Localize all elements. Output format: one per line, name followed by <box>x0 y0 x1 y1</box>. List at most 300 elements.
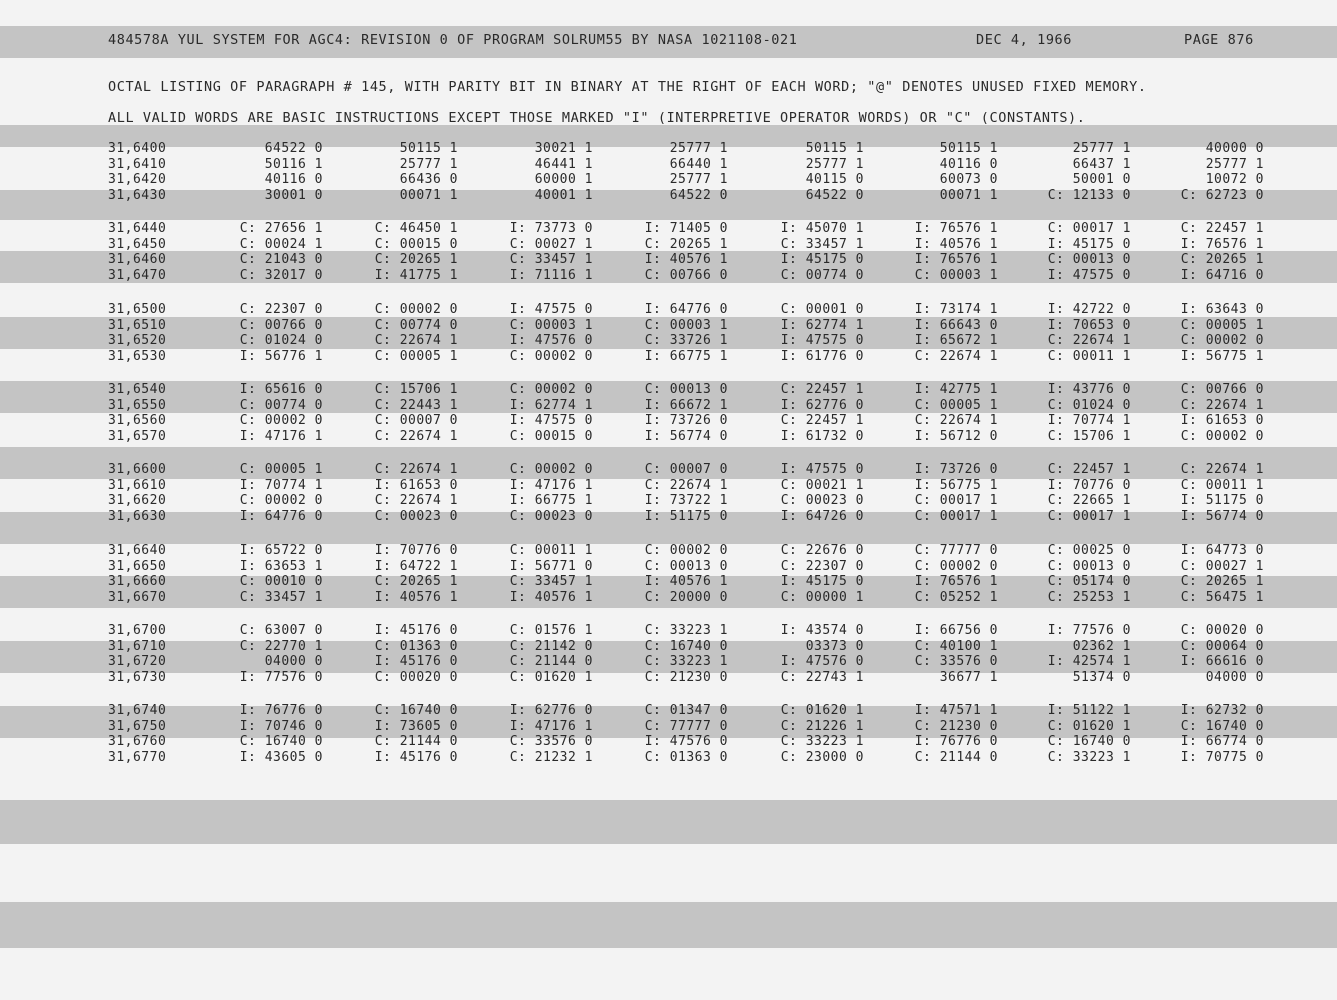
octal-word: C: 33576 0 <box>509 734 593 750</box>
octal-word: C: 46450 1 <box>374 221 458 236</box>
octal-word: C: 00011 1 <box>1180 477 1264 493</box>
listing-row <box>0 398 1337 414</box>
octal-word: I: 47576 0 <box>509 333 593 349</box>
octal-word: C: 15706 1 <box>1047 428 1131 444</box>
listing-row <box>0 719 1337 735</box>
octal-word: C: 00015 0 <box>509 428 593 444</box>
octal-word: I: 73722 1 <box>644 493 728 509</box>
listing-row <box>0 493 1337 509</box>
octal-word: 25777 1 <box>669 172 728 188</box>
octal-word: I: 64776 0 <box>239 508 323 524</box>
row-address: 31,6530 <box>108 348 167 364</box>
octal-word: C: 00002 0 <box>239 413 323 429</box>
octal-word: 03373 0 <box>805 638 864 654</box>
octal-word: C: 33223 1 <box>780 734 864 750</box>
octal-word: I: 45176 0 <box>374 654 458 670</box>
octal-word: 64522 0 <box>805 187 864 203</box>
octal-word: C: 33457 1 <box>509 574 593 590</box>
octal-word: I: 42775 1 <box>914 382 998 397</box>
listing-row <box>0 509 1337 525</box>
listing-row <box>0 429 1337 445</box>
octal-word: C: 00027 1 <box>1180 558 1264 574</box>
octal-word: C: 22674 1 <box>914 348 998 364</box>
listing-row <box>0 188 1337 204</box>
octal-word: I: 66672 1 <box>644 397 728 413</box>
row-address: 31,6600 <box>108 462 167 477</box>
octal-word: 66440 1 <box>669 156 728 172</box>
listing-row <box>0 639 1337 655</box>
octal-word: I: 56774 0 <box>1180 508 1264 524</box>
octal-word: C: 00766 0 <box>1180 382 1264 397</box>
octal-word: C: 00007 0 <box>644 462 728 477</box>
octal-word: 25777 1 <box>669 141 728 156</box>
row-address: 31,6450 <box>108 236 167 252</box>
octal-word: C: 22674 1 <box>1047 333 1131 349</box>
octal-word: C: 00017 1 <box>1047 221 1131 236</box>
octal-word: C: 22770 1 <box>239 638 323 654</box>
octal-word: I: 77576 0 <box>1047 623 1131 638</box>
octal-word: 25777 1 <box>805 156 864 172</box>
octal-word: I: 66616 0 <box>1180 654 1264 670</box>
octal-word: C: 00011 1 <box>1047 348 1131 364</box>
octal-word: I: 65722 0 <box>239 543 323 558</box>
octal-word: C: 00003 1 <box>914 267 998 283</box>
octal-word: C: 22457 1 <box>1047 462 1131 477</box>
octal-word: I: 47575 0 <box>1047 267 1131 283</box>
listing-row <box>0 478 1337 494</box>
listing-row <box>0 413 1337 429</box>
octal-word: I: 70774 1 <box>1047 413 1131 429</box>
octal-word: I: 43605 0 <box>239 749 323 765</box>
octal-word: C: 05174 0 <box>1047 574 1131 590</box>
octal-word: I: 76576 1 <box>914 574 998 590</box>
octal-word: 60000 1 <box>534 172 593 188</box>
octal-word: C: 00002 0 <box>1180 428 1264 444</box>
octal-word: C: 22674 1 <box>374 493 458 509</box>
octal-word: I: 61653 0 <box>1180 413 1264 429</box>
octal-word: 64522 0 <box>669 187 728 203</box>
octal-word: C: 00023 0 <box>780 493 864 509</box>
octal-word: I: 45176 0 <box>374 623 458 638</box>
octal-word: C: 00025 0 <box>1047 543 1131 558</box>
octal-word: I: 73174 1 <box>914 302 998 317</box>
octal-word: C: 01363 0 <box>644 749 728 765</box>
octal-word: 51374 0 <box>1072 669 1131 685</box>
listing-row <box>0 654 1337 670</box>
octal-word: C: 22674 1 <box>374 333 458 349</box>
row-address: 31,6750 <box>108 718 167 734</box>
octal-word: I: 66643 0 <box>914 317 998 333</box>
octal-word: I: 47576 0 <box>780 654 864 670</box>
octal-word: I: 64773 0 <box>1180 543 1264 558</box>
octal-word: C: 23000 0 <box>780 749 864 765</box>
octal-word: 10072 0 <box>1205 172 1264 188</box>
row-address: 31,6650 <box>108 558 167 574</box>
octal-word: 40116 0 <box>264 172 323 188</box>
octal-word: 00071 1 <box>399 187 458 203</box>
listing-row <box>0 268 1337 284</box>
octal-word: C: 00010 0 <box>239 574 323 590</box>
octal-word: I: 76576 1 <box>1180 236 1264 252</box>
octal-word: I: 40576 1 <box>509 589 593 605</box>
octal-word: I: 73773 0 <box>509 221 593 236</box>
octal-word: C: 00023 0 <box>509 508 593 524</box>
octal-word: 50115 1 <box>399 141 458 156</box>
octal-word: C: 00020 0 <box>1180 623 1264 638</box>
paper-band <box>0 902 1337 948</box>
row-address: 31,6440 <box>108 221 167 236</box>
octal-word: I: 62774 1 <box>780 317 864 333</box>
row-address: 31,6400 <box>108 141 167 156</box>
paper-band <box>0 800 1337 844</box>
octal-word: C: 00002 0 <box>644 543 728 558</box>
row-address: 31,6640 <box>108 543 167 558</box>
octal-word: I: 71116 1 <box>509 267 593 283</box>
octal-word: I: 65672 1 <box>914 333 998 349</box>
octal-word: C: 00002 0 <box>914 558 998 574</box>
row-address: 31,6660 <box>108 574 167 590</box>
octal-word: C: 22307 0 <box>780 558 864 574</box>
octal-word: C: 21230 0 <box>644 669 728 685</box>
octal-word: C: 00023 0 <box>374 508 458 524</box>
octal-word: C: 63007 0 <box>239 623 323 638</box>
octal-word: C: 20000 0 <box>644 589 728 605</box>
octal-word: I: 41775 1 <box>374 267 458 283</box>
octal-word: I: 45175 0 <box>780 252 864 268</box>
octal-word: C: 00002 0 <box>509 462 593 477</box>
octal-word: C: 21144 0 <box>914 749 998 765</box>
row-address: 31,6500 <box>108 302 167 317</box>
octal-word: I: 66756 0 <box>914 623 998 638</box>
row-address: 31,6730 <box>108 669 167 685</box>
octal-word: C: 00007 0 <box>374 413 458 429</box>
octal-word: 40000 0 <box>1205 141 1264 156</box>
octal-word: C: 33457 1 <box>239 589 323 605</box>
octal-word: I: 56774 0 <box>644 428 728 444</box>
listing-description-line-1: OCTAL LISTING OF PARAGRAPH # 145, WITH PARITY BIT IN BINARY AT THE RIGHT OF EACH WORD; "@" DENOTES UNUSED FIXED MEMORY. <box>108 79 1147 95</box>
octal-word: C: 00002 0 <box>509 348 593 364</box>
octal-word: C: 05252 1 <box>914 589 998 605</box>
octal-word: I: 40576 1 <box>644 574 728 590</box>
octal-word: I: 43776 0 <box>1047 382 1131 397</box>
listing-date: DEC 4, 1966 <box>976 32 1073 48</box>
row-address: 31,6520 <box>108 333 167 349</box>
octal-word: I: 45176 0 <box>374 749 458 765</box>
octal-word: C: 01576 1 <box>509 623 593 638</box>
octal-word: C: 77777 0 <box>644 718 728 734</box>
octal-word: C: 77777 0 <box>914 543 998 558</box>
octal-word: C: 22674 1 <box>374 462 458 477</box>
row-address: 31,6610 <box>108 477 167 493</box>
octal-word: C: 22676 0 <box>780 543 864 558</box>
octal-word: I: 56776 1 <box>239 348 323 364</box>
octal-word: I: 61653 0 <box>374 477 458 493</box>
octal-word: 66436 0 <box>399 172 458 188</box>
octal-word: I: 47575 0 <box>509 302 593 317</box>
octal-word: I: 45070 1 <box>780 221 864 236</box>
octal-word: C: 01024 0 <box>1047 397 1131 413</box>
octal-word: I: 64722 1 <box>374 558 458 574</box>
row-address: 31,6700 <box>108 623 167 638</box>
octal-word: C: 00002 0 <box>239 493 323 509</box>
octal-word: C: 33726 1 <box>644 333 728 349</box>
octal-word: C: 00021 1 <box>780 477 864 493</box>
octal-word: C: 00024 1 <box>239 236 323 252</box>
program-title: 484578A YUL SYSTEM FOR AGC4: REVISION 0 OF PROGRAM SOLRUM55 BY NASA 1021108-021 <box>108 32 798 48</box>
octal-word: C: 33457 1 <box>780 236 864 252</box>
octal-word: I: 47575 0 <box>780 333 864 349</box>
octal-word: 50115 1 <box>939 141 998 156</box>
octal-word: I: 63653 1 <box>239 558 323 574</box>
octal-word: C: 00005 1 <box>1180 317 1264 333</box>
octal-word: C: 01363 0 <box>374 638 458 654</box>
octal-word: C: 21144 0 <box>374 734 458 750</box>
octal-word: C: 22674 1 <box>1180 462 1264 477</box>
octal-word: C: 00020 0 <box>374 669 458 685</box>
listing-row <box>0 462 1337 478</box>
row-address: 31,6420 <box>108 172 167 188</box>
octal-word: 30021 1 <box>534 141 593 156</box>
octal-word: C: 00003 1 <box>509 317 593 333</box>
octal-word: I: 45175 0 <box>1047 236 1131 252</box>
page-number: PAGE 876 <box>1184 32 1254 48</box>
octal-word: C: 22674 1 <box>1180 397 1264 413</box>
octal-word: C: 00027 1 <box>509 236 593 252</box>
octal-word: C: 20265 1 <box>1180 574 1264 590</box>
octal-word: 66437 1 <box>1072 156 1131 172</box>
octal-word: C: 00011 1 <box>509 543 593 558</box>
octal-word: C: 22457 1 <box>780 413 864 429</box>
octal-word: I: 66774 0 <box>1180 734 1264 750</box>
octal-word: I: 47571 1 <box>914 703 998 718</box>
octal-word: C: 20265 1 <box>644 236 728 252</box>
row-address: 31,6430 <box>108 187 167 203</box>
octal-word: C: 01347 0 <box>644 703 728 718</box>
octal-word: I: 47576 0 <box>644 734 728 750</box>
octal-word: C: 15706 1 <box>374 382 458 397</box>
octal-word: C: 62723 0 <box>1180 187 1264 203</box>
octal-word: C: 00774 0 <box>374 317 458 333</box>
listing-row <box>0 623 1337 639</box>
listing-row <box>0 252 1337 268</box>
octal-word: 50116 1 <box>264 156 323 172</box>
octal-word: C: 00774 0 <box>239 397 323 413</box>
octal-word: 40115 0 <box>805 172 864 188</box>
listing-row <box>0 237 1337 253</box>
octal-word: I: 73726 0 <box>644 413 728 429</box>
listing-row <box>0 750 1337 766</box>
octal-word: I: 71405 0 <box>644 221 728 236</box>
row-address: 31,6620 <box>108 493 167 509</box>
octal-word: C: 00013 0 <box>1047 558 1131 574</box>
listing-row <box>0 734 1337 750</box>
octal-word: I: 62776 0 <box>780 397 864 413</box>
octal-word: C: 22457 1 <box>1180 221 1264 236</box>
octal-word: I: 64776 0 <box>644 302 728 317</box>
octal-word: I: 56775 1 <box>1180 348 1264 364</box>
octal-word: I: 77576 0 <box>239 669 323 685</box>
octal-word: I: 64716 0 <box>1180 267 1264 283</box>
octal-word: I: 47176 1 <box>509 477 593 493</box>
listing-row <box>0 559 1337 575</box>
octal-word: I: 70746 0 <box>239 718 323 734</box>
octal-word: C: 16740 0 <box>374 703 458 718</box>
octal-word: C: 00005 1 <box>914 397 998 413</box>
octal-word: C: 00013 0 <box>644 382 728 397</box>
listing-row <box>0 590 1337 606</box>
listing-row <box>0 349 1337 365</box>
octal-word: I: 40576 1 <box>374 589 458 605</box>
octal-word: C: 00017 1 <box>914 508 998 524</box>
listing-row <box>0 543 1337 559</box>
octal-word: I: 47176 1 <box>509 718 593 734</box>
octal-word: C: 00005 1 <box>239 462 323 477</box>
octal-word: I: 76776 0 <box>239 703 323 718</box>
octal-word: C: 22674 1 <box>644 477 728 493</box>
octal-word: C: 00003 1 <box>644 317 728 333</box>
octal-word: C: 00017 1 <box>914 493 998 509</box>
octal-word: I: 47575 0 <box>780 462 864 477</box>
octal-word: I: 56775 1 <box>914 477 998 493</box>
octal-word: C: 21226 1 <box>780 718 864 734</box>
octal-word: C: 33223 1 <box>1047 749 1131 765</box>
octal-word: C: 33457 1 <box>509 252 593 268</box>
octal-word: I: 56771 0 <box>509 558 593 574</box>
listing-row <box>0 221 1337 237</box>
octal-word: C: 00015 0 <box>374 236 458 252</box>
octal-word: I: 66775 1 <box>644 348 728 364</box>
row-address: 31,6460 <box>108 252 167 268</box>
octal-word: 40001 1 <box>534 187 593 203</box>
octal-word: C: 01620 1 <box>780 703 864 718</box>
octal-word: 60073 0 <box>939 172 998 188</box>
octal-word: C: 25253 1 <box>1047 589 1131 605</box>
octal-word: 25777 1 <box>399 156 458 172</box>
octal-word: C: 00005 1 <box>374 348 458 364</box>
octal-word: C: 20265 1 <box>374 574 458 590</box>
octal-word: 04000 0 <box>1205 669 1264 685</box>
octal-word: C: 16740 0 <box>1180 718 1264 734</box>
octal-word: I: 64726 0 <box>780 508 864 524</box>
octal-word: I: 43574 0 <box>780 623 864 638</box>
octal-word: C: 33223 1 <box>644 654 728 670</box>
octal-word: C: 21043 0 <box>239 252 323 268</box>
listing-row <box>0 172 1337 188</box>
octal-word: C: 00766 0 <box>239 317 323 333</box>
row-address: 31,6570 <box>108 428 167 444</box>
octal-word: C: 00013 0 <box>644 558 728 574</box>
octal-word: I: 76776 0 <box>914 734 998 750</box>
octal-word: 40116 0 <box>939 156 998 172</box>
octal-word: I: 61732 0 <box>780 428 864 444</box>
octal-word: 25777 1 <box>1072 141 1131 156</box>
row-address: 31,6670 <box>108 589 167 605</box>
octal-word: C: 21144 0 <box>509 654 593 670</box>
listing-row <box>0 302 1337 318</box>
octal-word: 25777 1 <box>1205 156 1264 172</box>
octal-word: 64522 0 <box>264 141 323 156</box>
octal-word: C: 32017 0 <box>239 267 323 283</box>
octal-word: 50001 0 <box>1072 172 1131 188</box>
listing-row <box>0 382 1337 398</box>
octal-word: C: 16740 0 <box>644 638 728 654</box>
row-address: 31,6560 <box>108 413 167 429</box>
octal-word: C: 16740 0 <box>239 734 323 750</box>
octal-word: C: 21142 0 <box>509 638 593 654</box>
octal-word: 00071 1 <box>939 187 998 203</box>
octal-word: C: 00774 0 <box>780 267 864 283</box>
octal-word: C: 22457 1 <box>780 382 864 397</box>
octal-word: C: 00064 0 <box>1180 638 1264 654</box>
row-address: 31,6550 <box>108 397 167 413</box>
octal-word: I: 62774 1 <box>509 397 593 413</box>
octal-word: C: 00013 0 <box>1047 252 1131 268</box>
octal-word: 04000 0 <box>264 654 323 670</box>
octal-word: C: 21232 1 <box>509 749 593 765</box>
octal-word: I: 63643 0 <box>1180 302 1264 317</box>
row-address: 31,6540 <box>108 382 167 397</box>
octal-word: C: 40100 1 <box>914 638 998 654</box>
octal-word: C: 00017 1 <box>1047 508 1131 524</box>
listing-row <box>0 574 1337 590</box>
octal-word: C: 00002 0 <box>374 302 458 317</box>
listing-row <box>0 157 1337 173</box>
listing-row <box>0 333 1337 349</box>
octal-word: C: 27656 1 <box>239 221 323 236</box>
row-address: 31,6710 <box>108 638 167 654</box>
octal-word: 30001 0 <box>264 187 323 203</box>
octal-word: I: 76576 1 <box>914 221 998 236</box>
octal-word: I: 70653 0 <box>1047 317 1131 333</box>
octal-word: I: 70776 0 <box>1047 477 1131 493</box>
octal-word: I: 47575 0 <box>509 413 593 429</box>
octal-word: C: 33576 0 <box>914 654 998 670</box>
row-address: 31,6770 <box>108 749 167 765</box>
octal-word: 36677 1 <box>939 669 998 685</box>
row-address: 31,6630 <box>108 508 167 524</box>
octal-word: I: 70776 0 <box>374 543 458 558</box>
octal-word: I: 45175 0 <box>780 574 864 590</box>
octal-word: C: 20265 1 <box>374 252 458 268</box>
row-address: 31,6740 <box>108 703 167 718</box>
octal-word: C: 22674 1 <box>374 428 458 444</box>
octal-word: C: 33223 1 <box>644 623 728 638</box>
octal-word: I: 51122 1 <box>1047 703 1131 718</box>
octal-word: C: 01620 1 <box>1047 718 1131 734</box>
octal-word: 50115 1 <box>805 141 864 156</box>
octal-word: C: 20265 1 <box>1180 252 1264 268</box>
octal-word: I: 42722 0 <box>1047 302 1131 317</box>
octal-word: I: 51175 0 <box>644 508 728 524</box>
octal-word: C: 22443 1 <box>374 397 458 413</box>
listing-row <box>0 141 1337 157</box>
octal-word: I: 51175 0 <box>1180 493 1264 509</box>
row-address: 31,6760 <box>108 734 167 750</box>
octal-word: C: 56475 1 <box>1180 589 1264 605</box>
octal-word: I: 65616 0 <box>239 382 323 397</box>
octal-word: C: 00766 0 <box>644 267 728 283</box>
octal-word: C: 22307 0 <box>239 302 323 317</box>
listing-row <box>0 703 1337 719</box>
octal-word: C: 22674 1 <box>914 413 998 429</box>
octal-word: C: 16740 0 <box>1047 734 1131 750</box>
row-address: 31,6720 <box>108 654 167 670</box>
octal-word: I: 61776 0 <box>780 348 864 364</box>
octal-word: I: 62776 0 <box>509 703 593 718</box>
octal-word: 46441 1 <box>534 156 593 172</box>
octal-word: I: 76576 1 <box>914 252 998 268</box>
octal-word: C: 01620 1 <box>509 669 593 685</box>
